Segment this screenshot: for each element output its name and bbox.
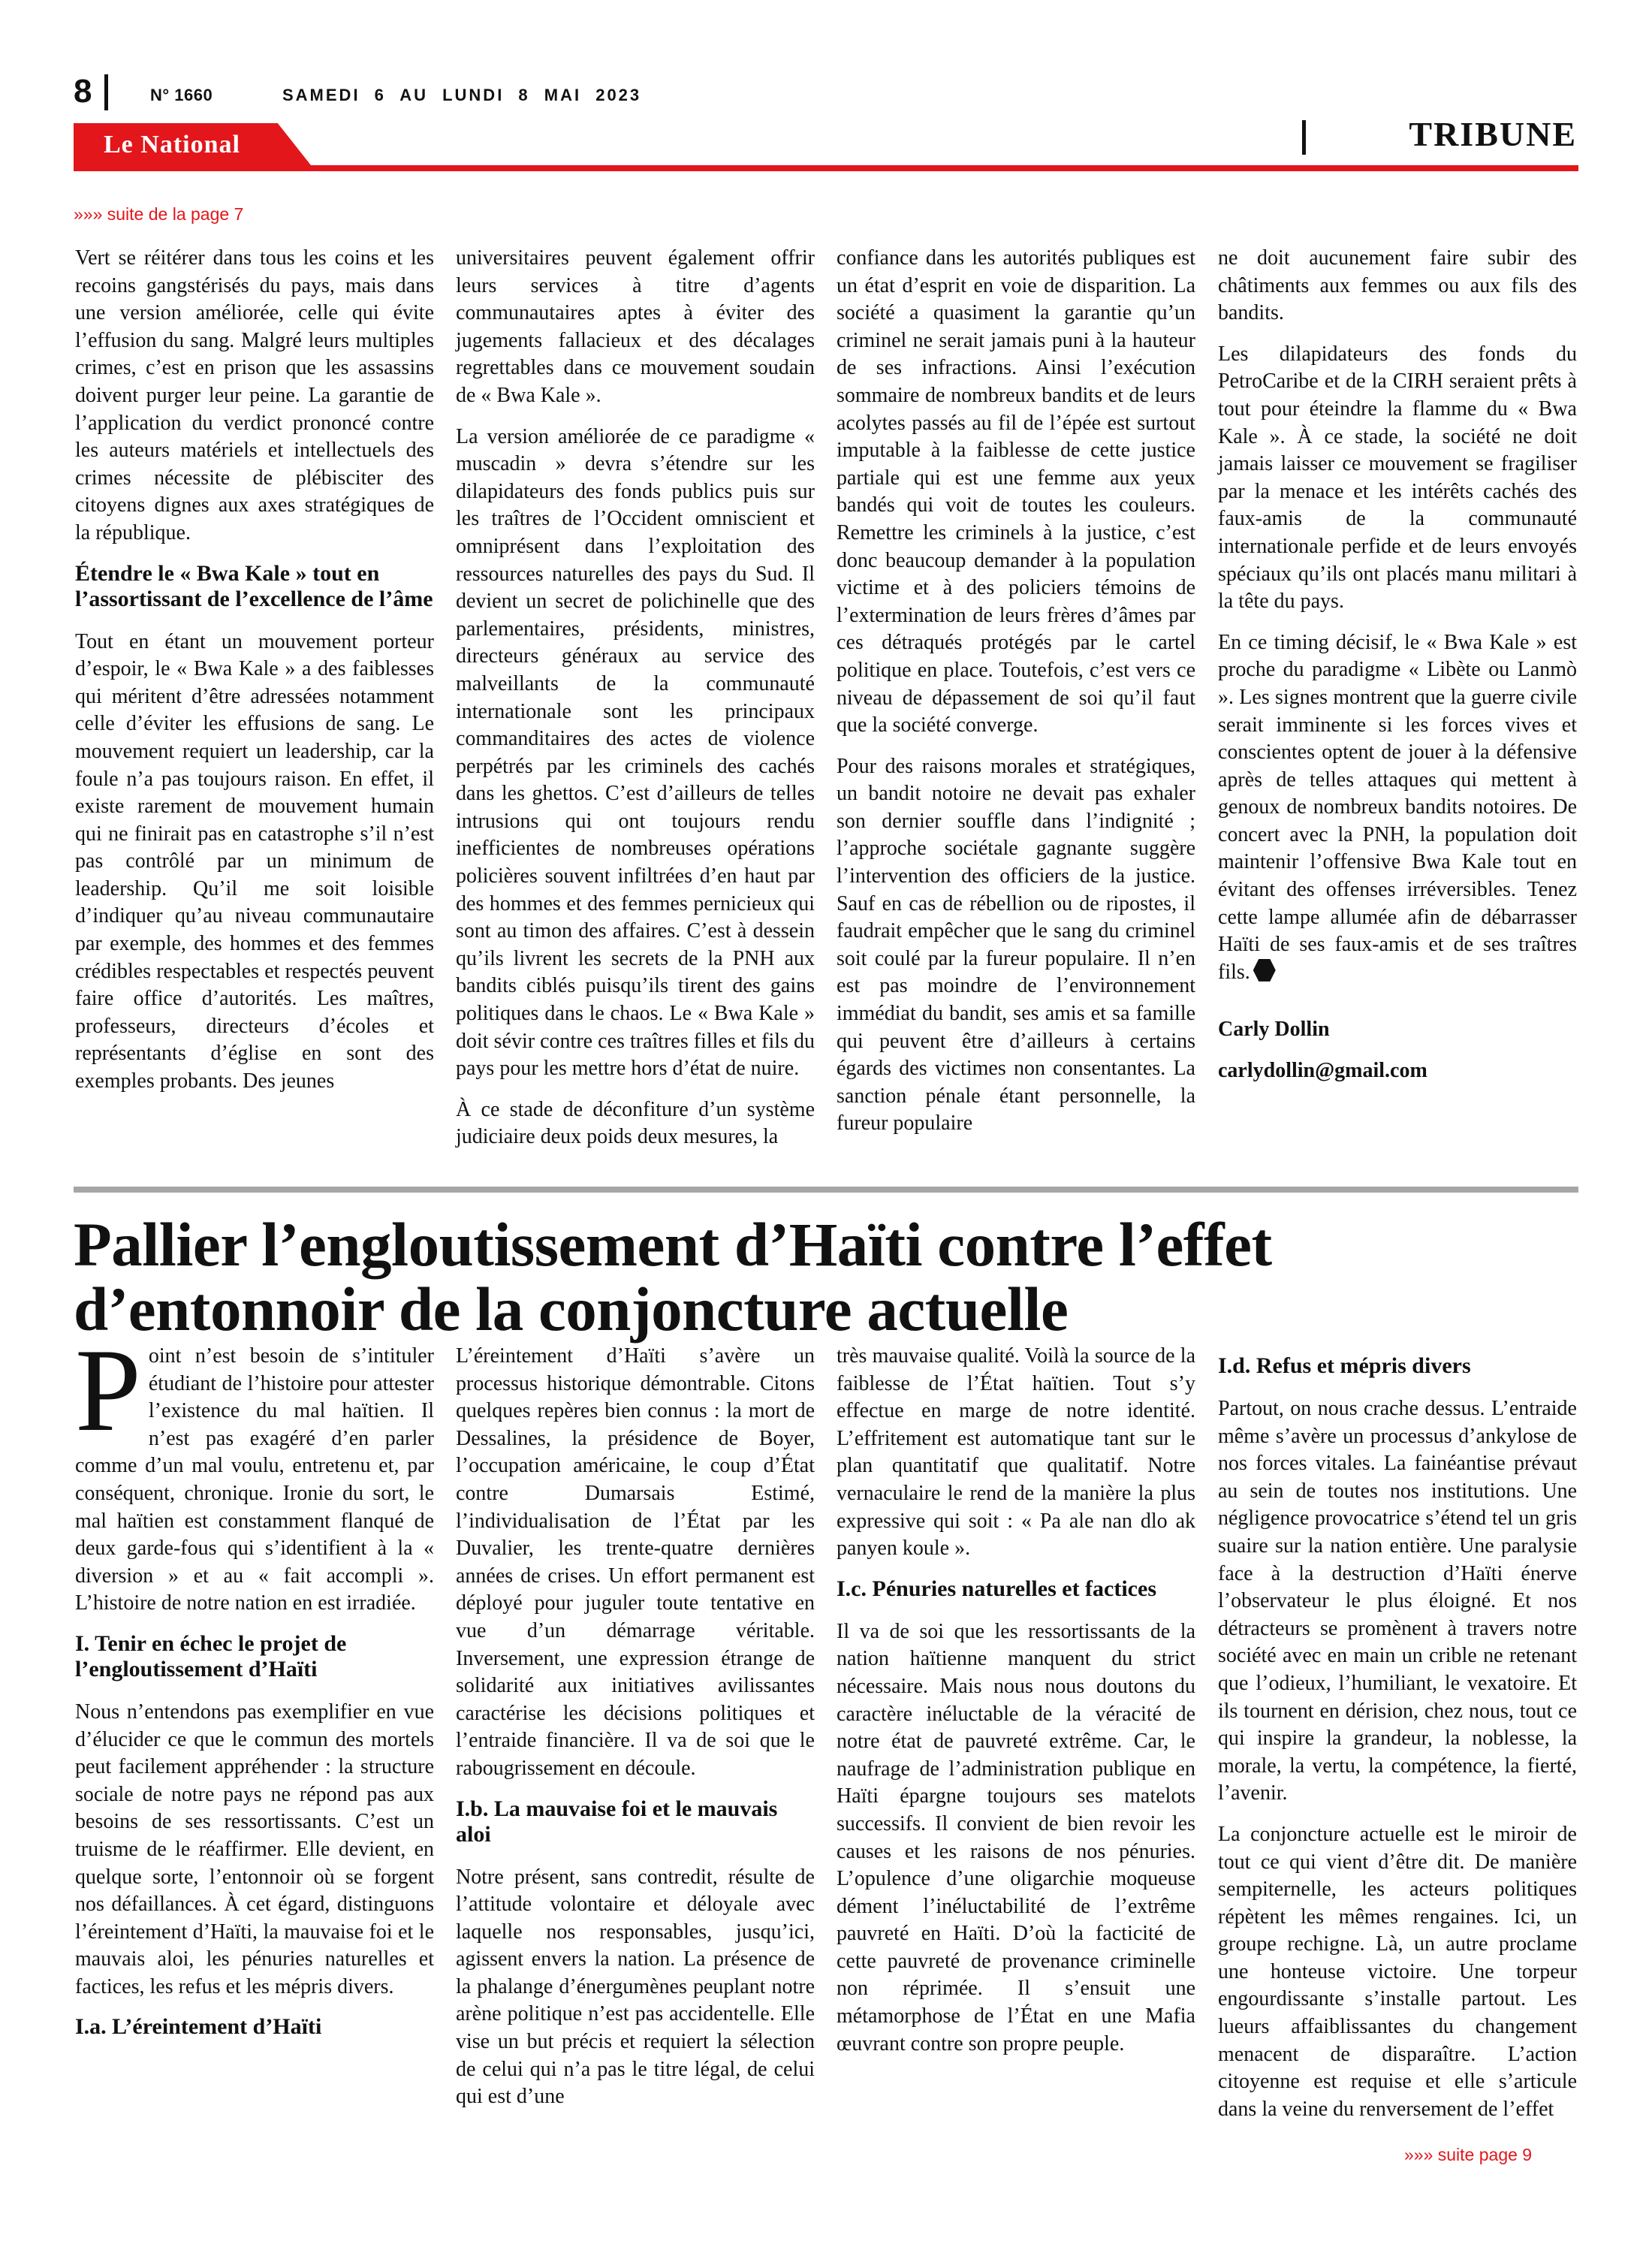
paragraph: Vert se réitérer dans tous les coins et les recoins gangstérisés du pays, mais dans une version améliorée, celle qui évite l’effusion du sang. Malgré leurs multiples crimes, c’est en prison que les assassins doivent purger leur peine. La garantie de l’application du verdict prononcé contre les auteurs matériels et intellectuels des crimes nécessite de plébisciter des citoyens dignes aux axes stratégiques de la république. (75, 246, 434, 544)
subheading: I.d. Refus et mépris divers (1218, 1353, 1471, 1378)
article2-column-4 (1218, 1343, 1577, 2137)
paragraph (75, 1325, 434, 1618)
article-divider (74, 1187, 1578, 1193)
issue-date: SAMEDI 6 AU LUNDI 8 MAI 2023 (282, 86, 642, 104)
drop-cap: P (75, 1325, 141, 1456)
paragraph: Nous n’entendons pas exemplifier en vue d’élucider ce que le commun des mortels peut facilement appréhender : la structure sociale de notre pays ne répond pas aux besoins de ses ressortissants. C’est un truisme de le réaffirmer. Elle devient, en quelque sorte, l’entonnoir où se forgent nos défaillances. À cet égard, distinguons l’éreintement d’Haïti, la mauvaise foi et le mauvais aloi, les pénuries naturelles et factices, les refus et les mépris divers. (75, 1700, 434, 1998)
page-number: 8 (74, 73, 92, 110)
section-title: TRIBUNE (1409, 115, 1577, 153)
paragraph: Notre présent, sans contredit, résulte de l’attitude volontaire et déloyale avec laquelle nos responsables, jusqu’ici, agissent envers la nation. La présence de la phalange d’énergumènes peuplant notre arène politique n’est pas accidentelle. Elle vise un but précis et requiert la sélection de celui qui n’a pas le titre légal, de celui qui est d’une (456, 1865, 815, 2109)
article2-column-1 (75, 1325, 434, 2056)
paragraph: Les dilapidateurs des fonds du PetroCaribe et de la CIRH seraient prêts à tout pour éteindre la flamme du « Bwa Kale ». À ce stade, la société ne doit jamais laisser ce mouvement se fragiliser par la menace et les intérêts cachés des faux-amis de la communauté internationale perfide et de leurs envoyés spéciaux qu’ils ont placés manu militari à la tête du pays. (1218, 342, 1577, 614)
subheading: I.c. Pénuries naturelles et factices (837, 1576, 1156, 1601)
issue-number: N° 1660 (150, 86, 213, 104)
author-email[interactable]: carlydollin@gmail.com (1218, 1059, 1427, 1083)
continued-on-link[interactable]: »»» suite page 9 (1404, 2145, 1533, 2164)
paragraph: très mauvaise qualité. Voilà la source de la faiblesse de l’État haïtien. Tout s’y effectue en marge de notre identité. L’effritement est automatique tant sur le plan quantitatif que qualitatif. Notre vernaculaire le rend de la manière la plus expressive qui soit : « Pa ale nan dlo ak panyen koule ». (837, 1344, 1195, 1561)
subheading: I.b. La mauvaise foi et le mauvais aloi (456, 1796, 778, 1847)
article1-column-4 (1218, 245, 1577, 1099)
section-divider (1302, 120, 1306, 155)
paragraph: universitaires peuvent également offrir leurs services à titre d’agents communautaires aptes à éviter des jugements fallacieux et des décalages regrettables dans ce mouvement soudain de « Bwa Kale ». (456, 246, 815, 407)
paragraph: L’éreintement d’Haïti s’avère un processus historique démontrable. Citons quelques repères bien connus : la mort de Dessalines, la présidence de Boyer, l’occupation américaine, le coup d’État contre Dumarsais Estimé, l’individualisation de l’État par les Duvalier, les trente-quatre dernières années de crises. Un effort permanent est déployé pour juguler toute tentative en vue d’un démarrage véritable. Inversement, une expression étrange de solidarité aux initiatives avilissantes caractérise les décisions politiques et l’entraide financière. Il va de soi que le rabougrissement en découle. (456, 1344, 815, 1780)
subheading: I.a. L’éreintement d’Haïti (75, 2014, 322, 2040)
hexagon-end-mark-icon (1253, 959, 1276, 982)
article2-column-3 (837, 1343, 1195, 2071)
article1-column-1 (75, 245, 434, 1109)
subheading: Étendre le « Bwa Kale » tout en l’assortissant de l’excellence de l’âme (75, 560, 433, 611)
article1-column-3 (837, 245, 1195, 1151)
subheading: I. Tenir en échec le projet de l’engloutissement d’Haïti (75, 1630, 347, 1681)
paragraph: Partout, on nous crache dessus. L’entraide même s’avère un processus d’ankylose de nos forces vitales. La fainéantise prévaut au sein de toutes nos institutions. Une négligence provocatrice s’étend tel un gris suaire sur la nation entière. Une paralysie face à la destruction d’Haïti énerve l’observateur le plus éloigné. Et nos détracteurs se promènent à travers notre société avec en main un crible ne retenant que l’odieux, l’humiliant, le vexatoire. Et ils tournent en dérision, chez nous, tout ce qui inspire la grandeur, la noblesse, la morale, la vertu, la compétence, la fierté, l’avenir. (1218, 1397, 1577, 1805)
brand-name: Le National (104, 131, 240, 158)
paragraph: confiance dans les autorités publiques est un état d’esprit en voie de disparition. La société a quasiment la garantie qu’un criminel ne serait jamais puni à la hauteur de ses infractions. Ainsi l’exécution sommaire de nombreux bandits et de leurs acolytes passés au fil de l’épée est surtout imputable à la faiblesse de cette justice partiale qui est une femme aux yeux bandés qui voit de toutes les couleurs. Remettre les criminels à la justice, c’est donc beaucoup demander à la population victime et à des policiers témoins de l’extermination de leurs frères d’âmes par ces détraqués protégés par le cartel politique en place. Toutefois, c’est vers ce niveau de dépassement de soi qu’il faut que la société converge. (837, 246, 1195, 737)
paragraph: Tout en étant un mouvement porteur d’espoir, le « Bwa Kale » a des faiblesses qui méritent d’être adressées notamment celle d’éviter les effusions de sang. Le mouvement requiert un leadership, car la foule n’a pas toujours raison. En effet, il existe rarement de mouvement humain qui ne finirait pas en catastrophe s’il n’est pas contrôlé par un minimum de leadership. Qu’il me soit loisible d’indiquer qu’au niveau communautaire par exemple, des hommes et des femmes crédibles respectables et respectés peuvent faire office d’autorités. Les maîtres, professeurs, directeurs d’écoles et représentants d’église en sont des exemples probants. Des jeunes (75, 629, 434, 1093)
article-headline: Pallier l’engloutissement d’Haïti contre l’effet d’entonnoir de la conjoncture actuelle (74, 1210, 1272, 1344)
paragraph: La version améliorée de ce paradigme « muscadin » devra s’étendre sur les dilapidateurs des fonds publics puis sur les traîtres de l’Occident omniscient et omniprésent dans l’exploitation des ressources naturelles des pays du Sud. Il devient un secret de polichinelle que des parlementaires, présidents, ministres, directeurs généraux au service des malveillants de la communauté internationale sont les principaux commanditaires des actes de violence perpétrés par les criminels des cachés dans les ghettos. C’est d’ailleurs de telles intrusions qui ont toujours rendu inefficientes de nombreuses opérations policières souvent infiltrées d’en haut par des hommes et des femmes pernicieux qui sont au timon des affaires. C’est à dessein qu’ils livrent les secrets de la PNH aux bandits ciblés puisqu’ils tirent des gains politiques dans le chaos. Le « Bwa Kale » doit sévir contre ces traîtres filles et fils du pays pour les mettre hors d’état de nuire. (456, 424, 815, 1081)
paragraph-text: En ce timing décisif, le « Bwa Kale » est proche du paradigme « Libète ou Lanmò ». Les signes montrent que la guerre civile serait imminente si les forces vives et conscientes optent de jouer à la défensive après de telles attaques qui mettent à genoux de nombreux bandits notoires. De concert avec la PNH, la population doit maintenir l’offensive Bwa Kale tout en évitant des offenses irréversibles. Tenez cette lampe allumée afin de débarrasser Haïti de ses faux-amis et de ses traîtres fils. (1218, 630, 1577, 984)
paragraph-text: oint n’est besoin de s’intituler étudiant de l’histoire pour attester l’existence du mal haïtien. Il n’est pas exagéré d’en parler comme d’un mal voulu, entretenu et, par conséquent, chronique. Ironie du sort, le mal haïtien est constamment flanqué de deux garde-fous qui s’identifient à la « diversion » et au « fait accompli ». L’histoire de notre nation en est irradiée. (75, 1344, 434, 1615)
paragraph: Il va de soi que les ressortissants de la nation haïtienne manquent du strict nécessaire. Mais nous nous doutons du caractère inéluctable de la véracité de notre état de pauvreté extrême. Car, le naufrage de l’administration publique en Haïti épargne toujours ses matelots successifs. Il convient de bien revoir les causes et les raisons de nos pénuries. L’opulence d’une oligarchie moqueuse dément l’inéluctabilité de l’extrême pauvreté en Haïti. D’où la facticité de cette pauvreté de provenance criminelle non réprimée. Il s’ensuit une métamorphose de l’État en une Mafia œuvrant contre son propre peuple. (837, 1619, 1195, 2055)
page-number-divider (104, 74, 108, 110)
article2-column-2 (456, 1343, 815, 2125)
paragraph: La conjoncture actuelle est le miroir de tout ce qui vient d’être dit. De manière sempiternelle, les acteurs politiques répètent les mêmes rengaines. Ici, un groupe rechigne. Là, un autre proclame une honteuse victoire. Une torpeur engourdissante s’installe partout. Les lueurs affaiblissantes du changement menacent de disparaître. L’action citoyenne est requise et elle s’articule dans la veine du renversement de l’effet (1218, 1822, 1577, 2121)
paragraph: À ce stade de déconfiture d’un système judiciaire deux poids deux mesures, la (456, 1097, 815, 1149)
article1-column-2 (456, 245, 815, 1165)
header-rule (74, 165, 1578, 171)
continued-from-link[interactable]: »»» suite de la page 7 (74, 204, 244, 224)
paragraph: ne doit aucunement faire subir des châtiments aux femmes ou aux fils des bandits. (1218, 246, 1577, 325)
paragraph (1218, 629, 1577, 987)
author-name: Carly Dollin (1218, 1018, 1330, 1042)
paragraph: Pour des raisons morales et stratégiques, un bandit notoire ne devait pas exhaler son dernier souffle dans l’indignité ; l’approche sociétale gagnante suggère l’intervention des officiers de la justice. Sauf en cas de rébellion ou de ripostes, il faudrait empêcher que le sang du criminel soit coulé par la fureur populaire. Il n’en est pas moindre de l’environnement immédiat du bandit, ses amis et sa famille qui peuvent être d’ailleurs à certains égards des victimes non consentantes. La sanction pénale étant personnelle, la fureur populaire (837, 754, 1195, 1136)
